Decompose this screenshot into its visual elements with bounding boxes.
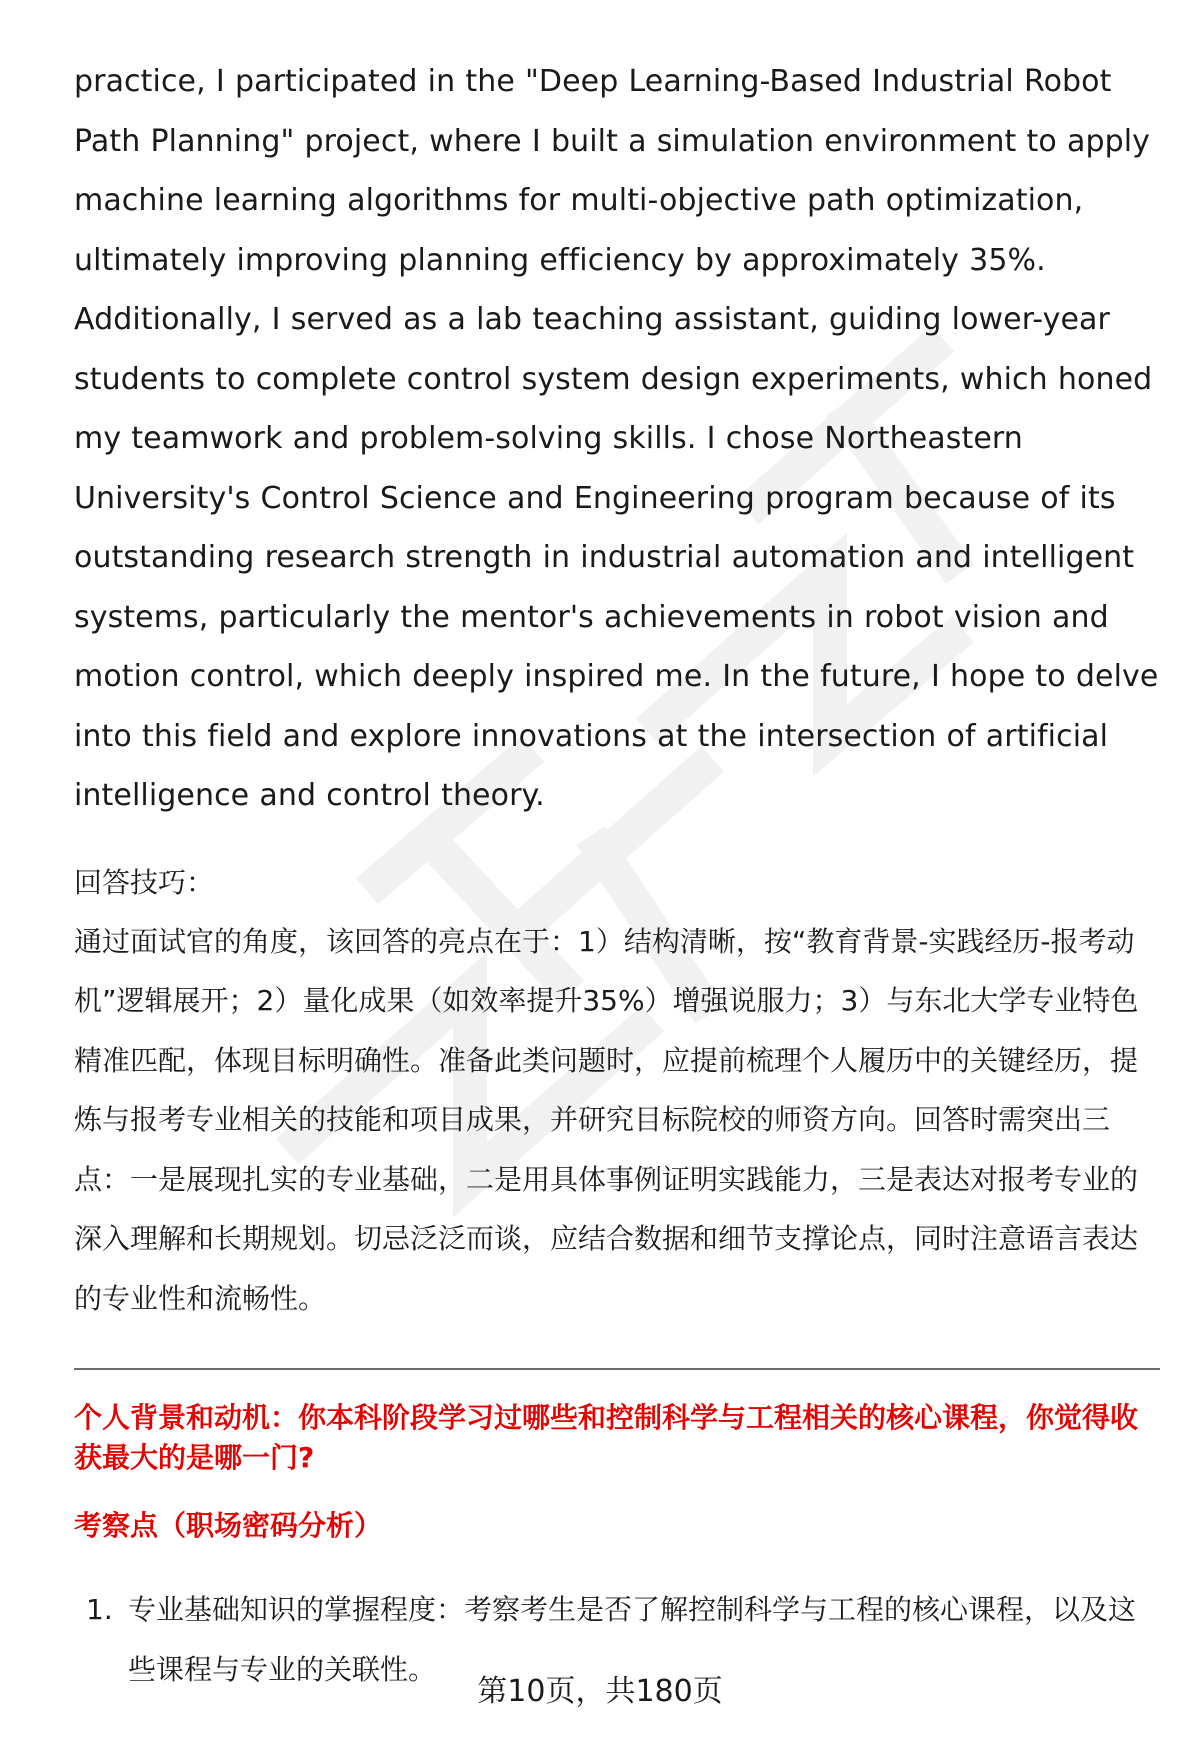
list-item-text: 专业基础知识的掌握程度：考察考生是否了解控制科学与工程的核心课程，以及这些课程与专业的关联性。 bbox=[128, 1593, 1137, 1686]
document-page bbox=[74, 52, 1160, 1699]
question-title: 个人背景和动机：你本科阶段学习过哪些和控制科学与工程相关的核心课程，你觉得收获最大的是哪一门? bbox=[74, 1401, 1139, 1474]
exam-points-heading: 考察点（职场密码分析） bbox=[74, 1509, 383, 1542]
list-item-number: 1. bbox=[86, 1593, 113, 1626]
tips-heading: 回答技巧： bbox=[74, 865, 215, 899]
tips-body: 通过面试官的角度，该回答的亮点在于：1）结构清晰，按“教育背景-实践经历-报考动机”逻辑展开；2）量化成果（如效率提升35%）增强说服力；3）与东北大学专业特色精准匹配，体现目标明确性。准备此类问题时，应提前梳理个人履历中的关键经历，提炼与报考专业相关的技能和项目成果，并研究目标院校的师资方向。回答时需突出三点：一是展现扎实的专业基础，二是用具体事例证明实践能力，三是表达对报考专业的深入理解和长期规划。切忌泛泛而谈，应结合数据和细节支撑论点，同时注意语言表达的专业性和流畅性。 bbox=[74, 924, 1139, 1315]
section-divider bbox=[74, 1368, 1160, 1370]
page-number-footer: 第10页，共180页 bbox=[477, 1674, 723, 1709]
essay-paragraph: practice, I participated in the "Deep Learning-Based Industrial Robot Path Planning" project, where I built a simulation environment to apply machine learning algorithms for multi-objective path optimization, ultimately improving planning efficiency by approximately 35%. Additionally, I served as a lab teaching assistant, guiding lower-year students to complete control system design experiments, which honed my teamwork and problem-solving skills. I chose Northeastern University's Control Science and Engineering program because of its outstanding research strength in industrial automation and intelligent systems, particularly the mentor's achievements in robot vision and motion control, which deeply inspired me. In the future, I hope to delve into this field and explore innovations at the intersection of artificial intelligence and control theory. bbox=[74, 64, 1159, 813]
